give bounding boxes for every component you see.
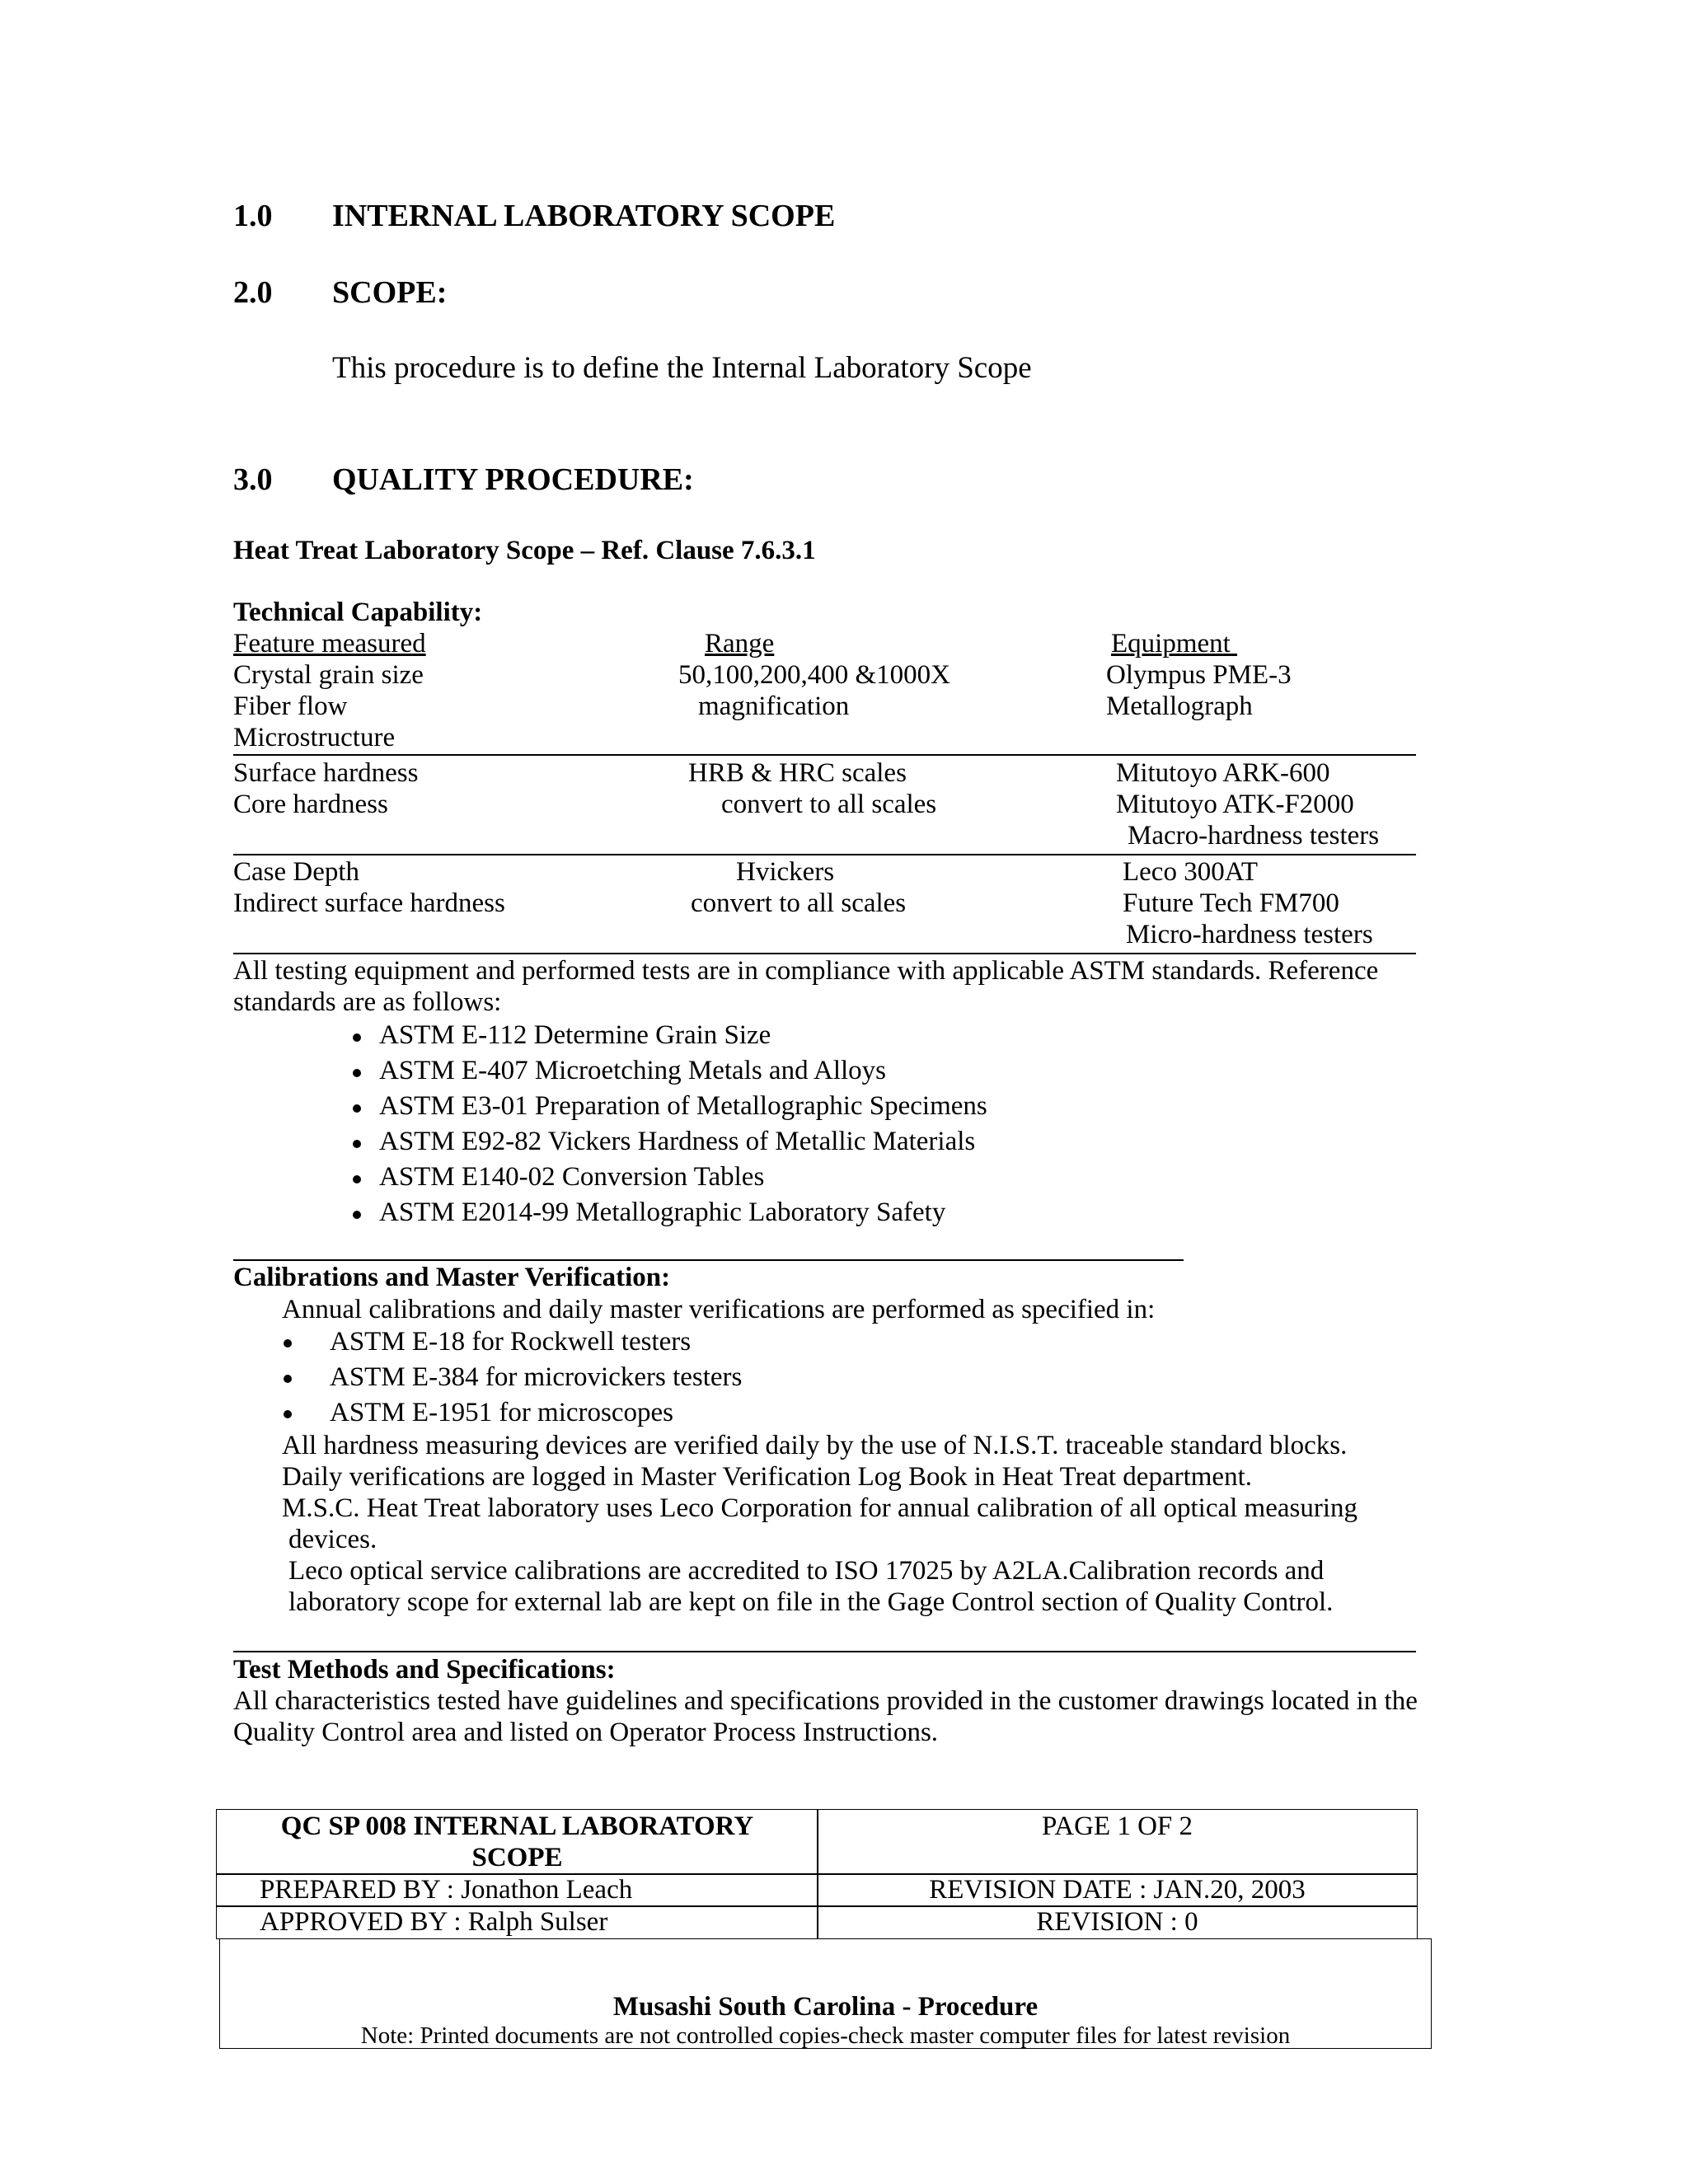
feature-cell: Indirect surface hardness bbox=[233, 888, 505, 918]
feature-cell: Case Depth bbox=[233, 857, 360, 887]
standard-item: ASTM E140-02 Conversion Tables bbox=[379, 1162, 765, 1192]
section-3-number: 3.0 bbox=[233, 462, 273, 497]
range-cell: convert to all scales bbox=[691, 888, 907, 918]
bullet-icon bbox=[284, 1375, 292, 1383]
range-cell: convert to all scales bbox=[721, 790, 937, 819]
doc-title-line1: QC SP 008 INTERNAL LABORATORY bbox=[280, 1811, 754, 1841]
table-divider bbox=[233, 953, 1416, 954]
bullet-icon bbox=[353, 1211, 361, 1219]
table-divider bbox=[233, 754, 1416, 756]
footer-cell-revision bbox=[817, 1905, 1418, 1939]
revision: REVISION : 0 bbox=[1036, 1907, 1198, 1937]
header-feature-measured: Feature measured bbox=[233, 629, 426, 658]
standard-item: ASTM E92-82 Vickers Hardness of Metallic Materials bbox=[379, 1127, 976, 1156]
equipment-cell: Mitutoyo ATK-F2000 bbox=[1116, 790, 1354, 819]
feature-cell: Core hardness bbox=[233, 790, 388, 819]
equipment-cell: Olympus PME-3 bbox=[1106, 660, 1292, 690]
section-3-title: QUALITY PROCEDURE: bbox=[332, 462, 694, 497]
calibration-item: ASTM E-384 for microvickers testers bbox=[330, 1362, 743, 1392]
calibrations-heading: Calibrations and Master Verification: bbox=[233, 1263, 671, 1292]
printed-copy-note: Note: Printed documents are not controlled copies-check master computer files for latest revision bbox=[360, 2022, 1291, 2049]
standard-item: ASTM E-112 Determine Grain Size bbox=[379, 1020, 771, 1050]
bullet-icon bbox=[284, 1410, 292, 1418]
equipment-cell: Micro-hardness testers bbox=[1126, 920, 1373, 949]
bullet-icon bbox=[284, 1339, 292, 1347]
header-equipment: Equipment bbox=[1111, 629, 1238, 658]
calibration-line: devices. bbox=[288, 1525, 377, 1554]
bullet-icon bbox=[353, 1140, 361, 1148]
company-procedure-title: Musashi South Carolina - Procedure bbox=[612, 1992, 1039, 2022]
prepared-by: PREPARED BY : Jonathon Leach bbox=[260, 1875, 633, 1905]
range-cell: magnification bbox=[698, 691, 850, 721]
section-1-number: 1.0 bbox=[233, 199, 273, 233]
section-divider bbox=[233, 1259, 1184, 1261]
calibration-line: Daily verifications are logged in Master Verification Log Book in Heat Treat department. bbox=[282, 1462, 1252, 1492]
equipment-cell: Leco 300AT bbox=[1123, 857, 1259, 887]
approved-by: APPROVED BY : Ralph Sulser bbox=[260, 1907, 608, 1937]
section-1-title: INTERNAL LABORATORY SCOPE bbox=[332, 199, 836, 233]
calibration-line: Leco optical service calibrations are accredited to ISO 17025 by A2LA.Calibration records and bbox=[288, 1556, 1325, 1586]
footer-cell-approved-by bbox=[216, 1905, 818, 1939]
test-methods-text: All characteristics tested have guidelines and specifications provided in the customer drawings located in the bbox=[233, 1686, 1418, 1716]
footer-cell-prepared-by bbox=[216, 1873, 818, 1907]
bullet-icon bbox=[353, 1104, 361, 1113]
feature-cell: Surface hardness bbox=[233, 758, 419, 788]
calibration-line: laboratory scope for external lab are kept on file in the Gage Control section of Quality Control. bbox=[288, 1587, 1334, 1617]
section-2-number: 2.0 bbox=[233, 275, 273, 310]
section-2-title: SCOPE: bbox=[332, 275, 448, 310]
heat-treat-heading: Heat Treat Laboratory Scope – Ref. Clause 7.6.3.1 bbox=[233, 536, 816, 565]
feature-cell: Crystal grain size bbox=[233, 660, 424, 690]
header-range: Range bbox=[705, 629, 775, 658]
revision-date: REVISION DATE : JAN.20, 2003 bbox=[929, 1875, 1306, 1905]
equipment-cell: Future Tech FM700 bbox=[1123, 888, 1339, 918]
footer-cell-page bbox=[817, 1809, 1418, 1875]
technical-capability-heading: Technical Capability: bbox=[233, 598, 483, 627]
table-divider bbox=[233, 854, 1416, 855]
equipment-cell: Macro-hardness testers bbox=[1128, 821, 1380, 851]
page-number: PAGE 1 OF 2 bbox=[1041, 1811, 1193, 1841]
calibration-line: M.S.C. Heat Treat laboratory uses Leco Corporation for annual calibration of all optical measuring bbox=[282, 1493, 1357, 1523]
bullet-icon bbox=[353, 1175, 361, 1183]
calibration-line: All hardness measuring devices are verified daily by the use of N.I.S.T. traceable standard blocks. bbox=[282, 1431, 1348, 1460]
calibration-item: ASTM E-1951 for microscopes bbox=[330, 1398, 674, 1427]
equipment-cell: Metallograph bbox=[1106, 691, 1253, 721]
footer-cell-revision-date bbox=[817, 1873, 1418, 1907]
feature-cell: Fiber flow bbox=[233, 691, 348, 721]
footer-company-box bbox=[219, 1938, 1432, 2049]
standard-item: ASTM E-407 Microetching Metals and Alloys bbox=[379, 1056, 887, 1085]
doc-title-line2: SCOPE bbox=[471, 1843, 563, 1872]
scope-text: This procedure is to define the Internal Laboratory Scope bbox=[332, 351, 1032, 385]
test-methods-heading: Test Methods and Specifications: bbox=[233, 1655, 616, 1685]
range-cell: HRB & HRC scales bbox=[688, 758, 907, 788]
feature-cell: Microstructure bbox=[233, 723, 396, 752]
equipment-cell: Mitutoyo ARK-600 bbox=[1116, 758, 1330, 788]
standard-item: ASTM E3-01 Preparation of Metallographic Specimens bbox=[379, 1091, 987, 1121]
range-cell: Hvickers bbox=[736, 857, 835, 887]
bullet-icon bbox=[353, 1033, 361, 1042]
section-divider bbox=[233, 1651, 1416, 1652]
range-cell: 50,100,200,400 &1000X bbox=[678, 660, 950, 690]
compliance-text: All testing equipment and performed tests are in compliance with applicable ASTM standards. Reference bbox=[233, 956, 1379, 986]
calibration-item: ASTM E-18 for Rockwell testers bbox=[330, 1327, 692, 1357]
footer-cell-doc-title bbox=[216, 1809, 818, 1875]
test-methods-text: Quality Control area and listed on Operator Process Instructions. bbox=[233, 1718, 939, 1747]
calibrations-intro: Annual calibrations and daily master verifications are performed as specified in: bbox=[282, 1295, 1156, 1324]
compliance-text: standards are as follows: bbox=[233, 987, 502, 1017]
bullet-icon bbox=[353, 1069, 361, 1077]
standard-item: ASTM E2014-99 Metallographic Laboratory Safety bbox=[379, 1197, 946, 1227]
